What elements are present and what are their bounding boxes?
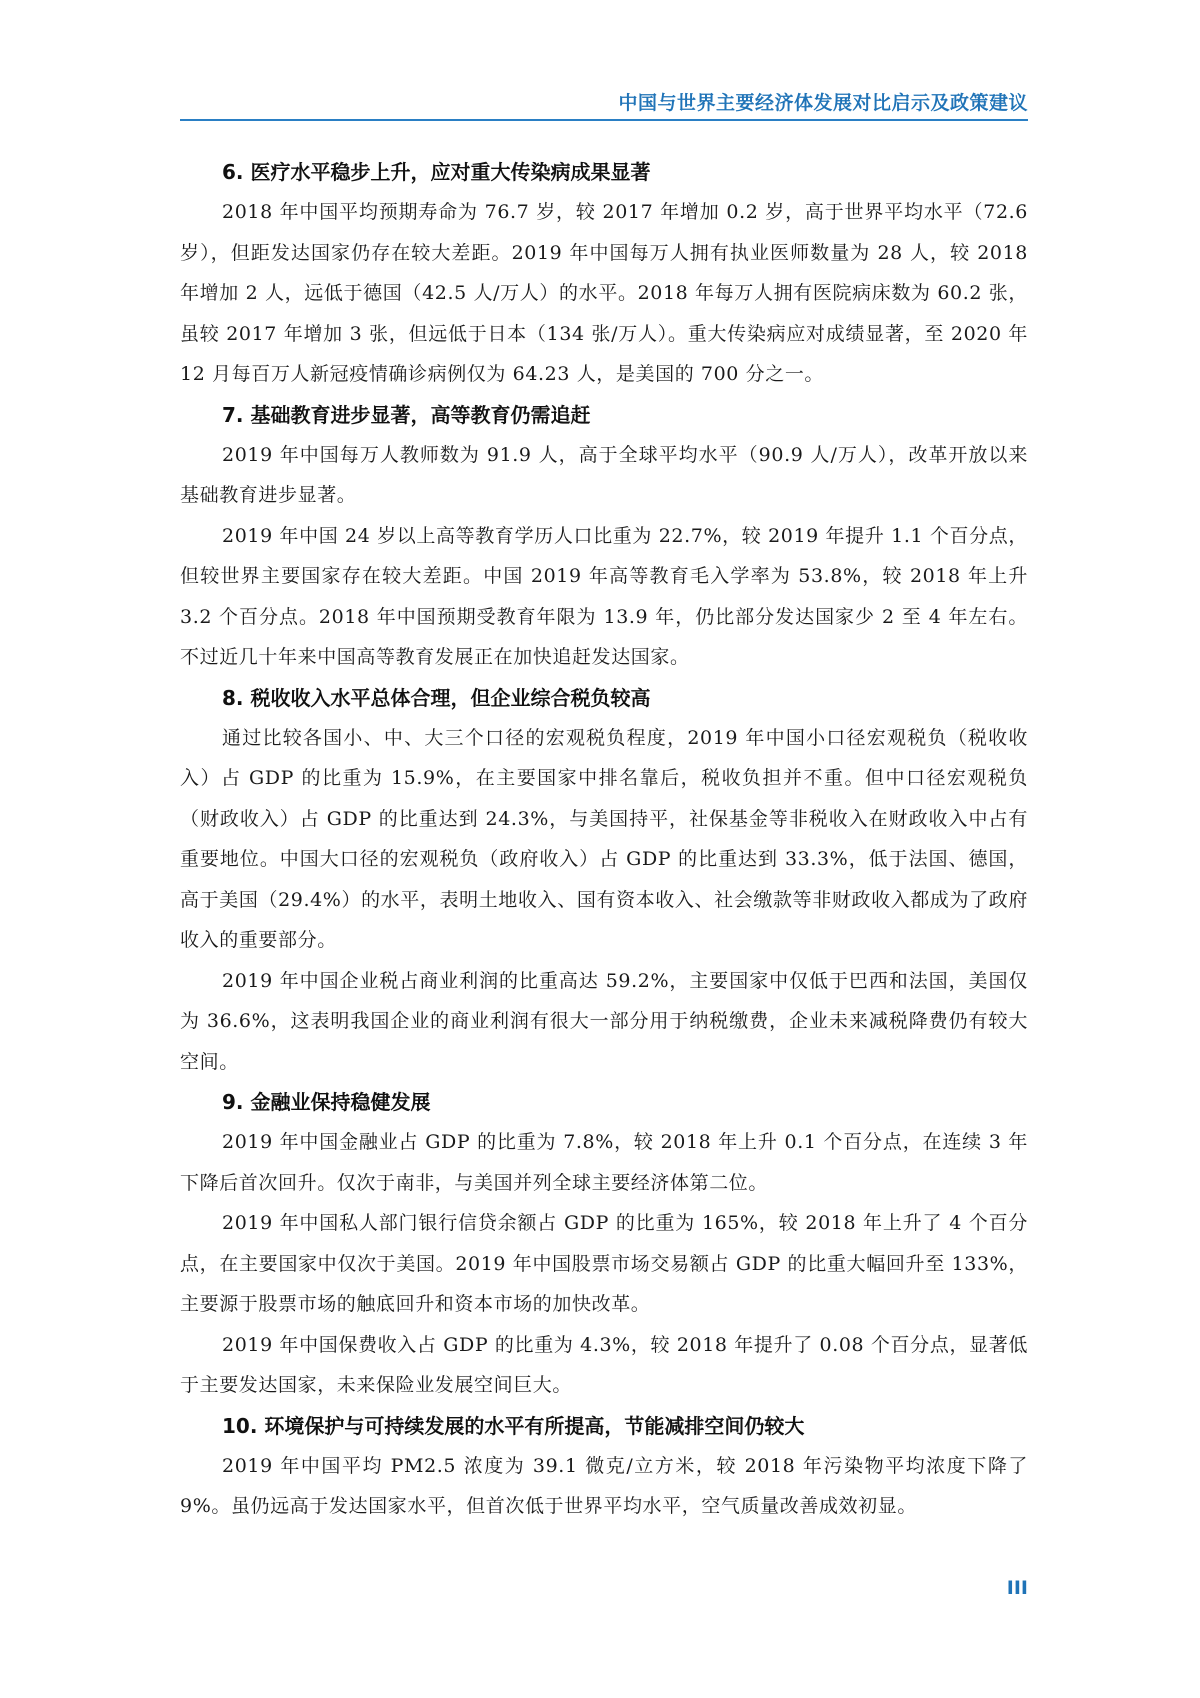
body-paragraph: 2019 年中国私人部门银行信贷余额占 GDP 的比重为 165%，较 2018 年上升了 4 个百分点，在主要国家中仅次于美国。2019 年中国股票市场交易额占 GDP 的比重大幅回升至 133%，主要源于股票市场的触底回升和资本市场的加快改革。 bbox=[180, 1212, 1028, 1315]
section-education bbox=[180, 395, 1028, 678]
section-healthcare bbox=[180, 152, 1028, 395]
section-taxation bbox=[180, 678, 1028, 1083]
body-paragraph: 2019 年中国金融业占 GDP 的比重为 7.8%，较 2018 年上升 0.1 个百分点，在连续 3 年下降后首次回升。仅次于南非，与美国并列全球主要经济体第二位。 bbox=[180, 1131, 1028, 1194]
body-paragraph: 2019 年中国每万人教师数为 91.9 人，高于全球平均水平（90.9 人/万人），改革开放以来基础教育进步显著。 bbox=[180, 443, 1028, 506]
body-paragraph: 2019 年中国企业税占商业利润的比重高达 59.2%，主要国家中仅低于巴西和法国，美国仅为 36.6%，这表明我国企业的商业利润有很大一部分用于纳税缴费，企业未来减税降费仍有较大空间。 bbox=[180, 969, 1028, 1073]
body-paragraph: 2019 年中国保费收入占 GDP 的比重为 4.3%，较 2018 年提升了 0.08 个百分点，显著低于主要发达国家，未来保险业发展空间巨大。 bbox=[180, 1333, 1028, 1396]
document-body bbox=[180, 152, 1028, 1527]
page-number: III bbox=[1006, 1577, 1028, 1599]
section-heading: 10. 环境保护与可持续发展的水平有所提高，节能减排空间仍较大 bbox=[222, 1413, 805, 1438]
section-environment bbox=[180, 1406, 1028, 1527]
body-paragraph: 2019 年中国平均 PM2.5 浓度为 39.1 微克/立方米，较 2018 年污染物平均浓度下降了 9%。虽仍远高于发达国家水平，但首次低于世界平均水平，空气质量改善成效初显。 bbox=[180, 1454, 1028, 1517]
body-paragraph: 2018 年中国平均预期寿命为 76.7 岁，较 2017 年增加 0.2 岁，高于世界平均水平（72.6 岁），但距发达国家仍存在较大差距。2019 年中国每万人拥有执业医师数量为 28 人，较 2018 年增加 2 人，远低于德国（42.5 人/万人）的水平。2018 年每万人拥有医院病床数为 60.2 张，虽较 2017 年增加 3 张，但远低于日本（134 张/万人）。重大传染病应对成绩显著，至 2020 年 12 月每百万人新冠疫情确诊病例仅为 64.23 人，是美国的 700 分之一。 bbox=[180, 201, 1028, 385]
section-finance bbox=[180, 1082, 1028, 1406]
running-header-title: 中国与世界主要经济体发展对比启示及政策建议 bbox=[618, 92, 1028, 114]
body-paragraph: 通过比较各国小、中、大三个口径的宏观税负程度，2019 年中国小口径宏观税负（税收收入）占 GDP 的比重为 15.9%，在主要国家中排名靠后，税收负担并不重。但中口径宏观税负（财政收入）占 GDP 的比重达到 24.3%，与美国持平，社保基金等非税收入在财政收入中占有重要地位。中国大口径的宏观税负（政府收入）占 GDP 的比重达到 33.3%，低于法国、德国，高于美国（29.4%）的水平，表明土地收入、国有资本收入、社会缴款等非财政收入都成为了政府收入的重要部分。 bbox=[180, 726, 1028, 951]
header-divider bbox=[180, 119, 1028, 121]
section-heading: 8. 税收收入水平总体合理，但企业综合税负较高 bbox=[222, 685, 651, 710]
section-heading: 7. 基础教育进步显著，高等教育仍需追赶 bbox=[222, 402, 591, 427]
section-heading: 6. 医疗水平稳步上升，应对重大传染病成果显著 bbox=[222, 160, 651, 184]
section-heading: 9. 金融业保持稳健发展 bbox=[222, 1090, 431, 1114]
body-paragraph: 2019 年中国 24 岁以上高等教育学历人口比重为 22.7%，较 2019 年提升 1.1 个百分点，但较世界主要国家存在较大差距。中国 2019 年高等教育毛入学率为 53.8%，较 2018 年上升 3.2 个百分点。2018 年中国预期受教育年限为 13.9 年，仍比部分发达国家少 2 至 4 年左右。不过近几十年来中国高等教育发展正在加快追赶发达国家。 bbox=[180, 524, 1028, 668]
